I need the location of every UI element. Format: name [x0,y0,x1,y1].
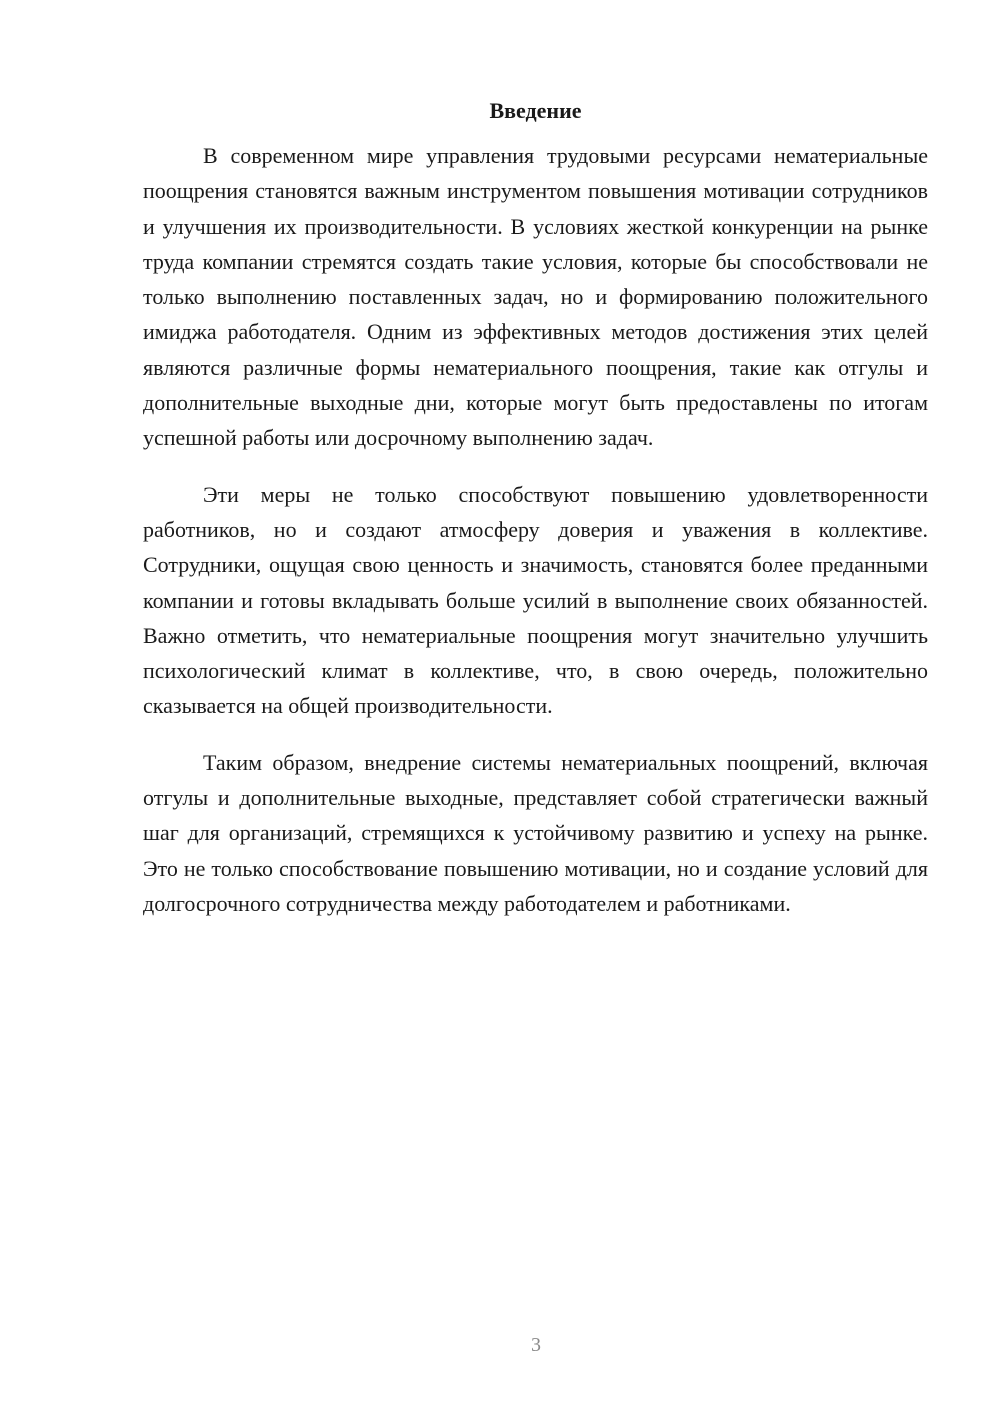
paragraph-3: Таким образом, внедрение системы нематериальных поощрений, включая отгулы и дополнительные выходные, представляет собой стратегически важный шаг для организаций, стремящихся к устойчивому развитию и успеху на рынке. Это не только способствование повышению мотивации, но и создание условий для долгосрочного сотрудничества между работодателем и работниками. [143,749,928,916]
page-content [143,96,928,921]
paragraph-1: В современном мире управления трудовыми ресурсами нематериальные поощрения становятся важным инструментом повышения мотивации сотрудников и улучшения их производительности. В условиях жесткой конкуренции на рынке труда компании стремятся создать такие условия, которые бы способствовали не только выполнению поставленных задач, но и формированию положительного имиджа работодателя. Одним из эффективных методов достижения этих целей являются различные формы нематериального поощрения, такие как отгулы и дополнительные выходные дни, которые могут быть предоставлены по итогам успешной работы или досрочному выполнению задач. [143,143,928,451]
paragraph-2: Эти меры не только способствуют повышению удовлетворенности работников, но и создают атмосферу доверия и уважения в коллективе. Сотрудники, ощущая свою ценность и значимость, становятся более преданными компании и готовы вкладывать больше усилий в выполнение своих обязанностей. Важно отметить, что нематериальные поощрения могут значительно улучшить психологический климат в коллективе, что, в свою очередь, положительно сказывается на общей производительности. [143,481,928,719]
page-number: 3 [531,1334,541,1356]
section-heading: Введение [489,98,582,123]
